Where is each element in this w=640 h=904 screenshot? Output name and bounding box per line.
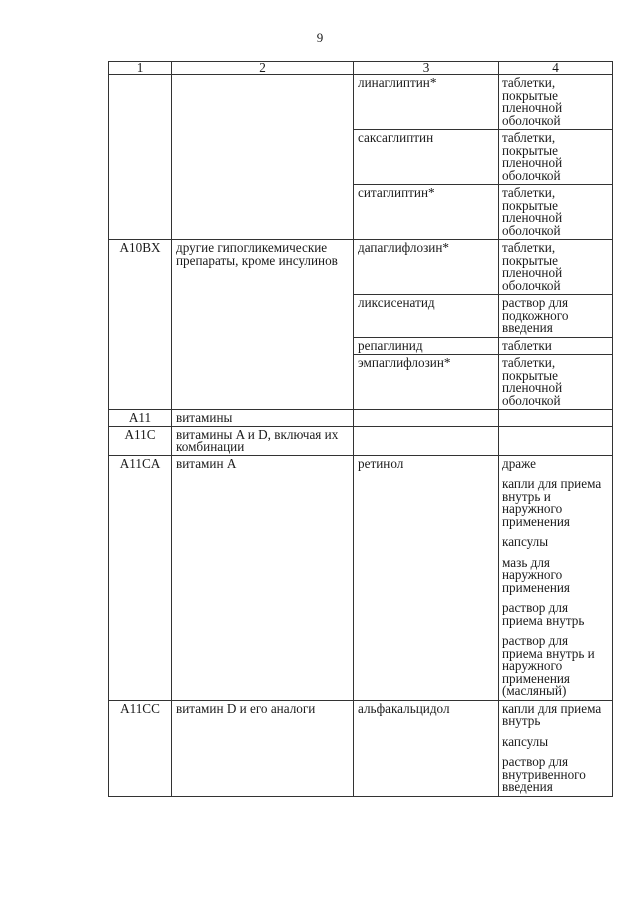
group-name-cell: витамин A	[172, 455, 354, 700]
atc-code-cell	[109, 75, 172, 240]
page-number: 9	[316, 30, 324, 45]
table-row	[109, 410, 613, 427]
dosage-form: капсулы	[502, 733, 549, 749]
drug-name-cell: дапаглифлозин*	[354, 240, 499, 295]
dosage-form: раствор для приема внутрь и наружного применения (масляный)	[502, 633, 595, 698]
drug-name-cell: линаглиптин*	[354, 75, 499, 130]
dosage-form: таблетки, покрытые пленочной оболочкой	[502, 185, 563, 238]
drug-name-cell	[354, 410, 499, 427]
dosage-form: таблетки, покрытые пленочной оболочкой	[502, 75, 563, 128]
dosage-form: капли для приема внутрь	[502, 700, 602, 728]
dosage-form: таблетки	[502, 337, 552, 353]
dosage-form	[499, 410, 612, 414]
drug-table	[108, 61, 613, 797]
table-row	[109, 75, 613, 130]
dosage-form-cell	[499, 337, 613, 355]
table-row	[109, 240, 613, 295]
column-number-row	[109, 62, 613, 75]
dosage-form: таблетки, покрытые пленочной оболочкой	[502, 355, 563, 408]
drug-name-cell: ликсисенатид	[354, 295, 499, 338]
column-number: 4	[499, 62, 613, 75]
dosage-form: таблетки, покрытые пленочной оболочкой	[502, 240, 563, 293]
group-name-cell: витамины	[172, 410, 354, 427]
dosage-form: таблетки, покрытые пленочной оболочкой	[502, 130, 563, 183]
dosage-form: раствор для подкожного введения	[502, 295, 569, 335]
dosage-form-cell	[499, 426, 613, 455]
group-name-cell	[172, 75, 354, 240]
dosage-form-cell	[499, 355, 613, 410]
drug-table-body	[109, 62, 613, 797]
dosage-form-cell	[499, 410, 613, 427]
dosage-form: раствор для внутривенного введения	[502, 754, 586, 794]
table-row	[109, 700, 613, 796]
drug-name-cell: саксаглиптин	[354, 130, 499, 185]
dosage-form-cell	[499, 295, 613, 338]
atc-code-cell: A11CA	[109, 455, 172, 700]
drug-name-cell: альфакальцидол	[354, 700, 499, 796]
dosage-form-cell	[499, 75, 613, 130]
atc-code-cell: A11CC	[109, 700, 172, 796]
atc-code-cell: A11	[109, 410, 172, 427]
dosage-form-cell	[499, 240, 613, 295]
dosage-form	[499, 427, 612, 431]
group-name-cell: другие гипогликемические препараты, кроме инсулинов	[172, 240, 354, 410]
dosage-form-cell	[499, 455, 613, 700]
dosage-form-cell	[499, 700, 613, 796]
atc-code-cell: A11C	[109, 426, 172, 455]
group-name-cell: витамин D и его аналоги	[172, 700, 354, 796]
column-number: 3	[354, 62, 499, 75]
drug-name-cell: репаглинид	[354, 337, 499, 355]
group-name-cell: витамины A и D, включая их комбинации	[172, 426, 354, 455]
drug-name-cell: ретинол	[354, 455, 499, 700]
dosage-form-cell	[499, 130, 613, 185]
dosage-form: драже	[502, 455, 536, 471]
dosage-form: мазь для наружного применения	[502, 554, 570, 595]
column-number: 1	[109, 62, 172, 75]
drug-name-cell: ситаглиптин*	[354, 185, 499, 240]
column-number: 2	[172, 62, 354, 75]
table-row	[109, 426, 613, 455]
atc-code-cell: A10BX	[109, 240, 172, 410]
dosage-form: капли для приема внутрь и наружного применения	[502, 476, 602, 529]
dosage-form: раствор для приема внутрь	[502, 600, 585, 628]
table-row	[109, 455, 613, 700]
dosage-form: капсулы	[502, 534, 549, 549]
drug-name-cell: эмпаглифлозин*	[354, 355, 499, 410]
dosage-form-cell	[499, 185, 613, 240]
drug-name-cell	[354, 426, 499, 455]
